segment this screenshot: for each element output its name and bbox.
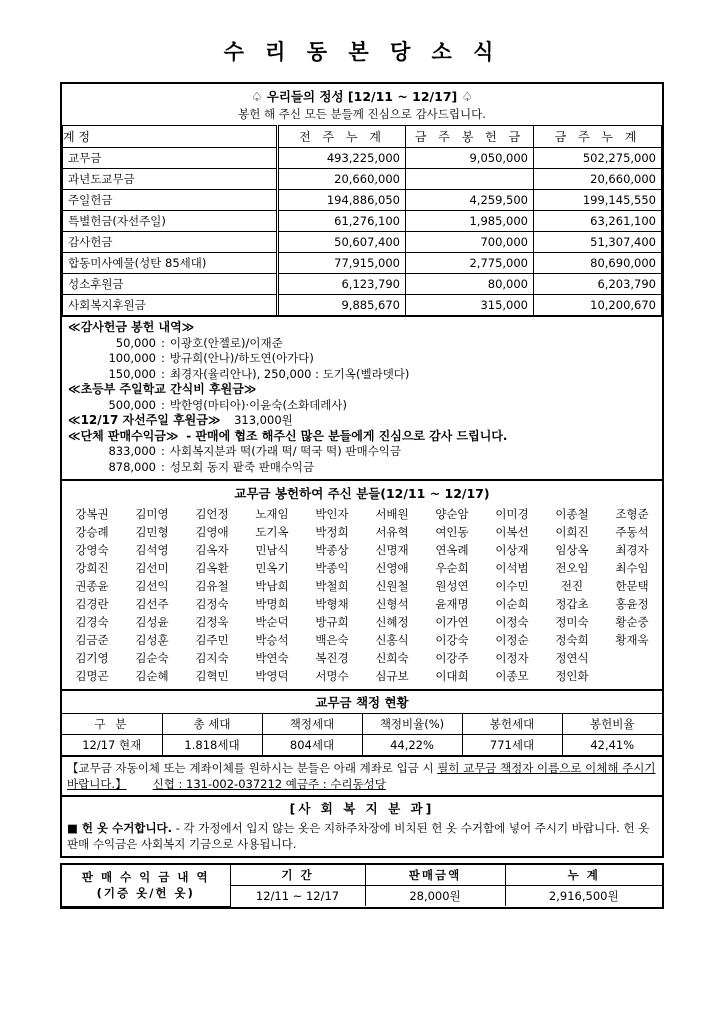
contributor-name: 최수임 <box>615 561 649 575</box>
assessment-header-row <box>62 714 662 735</box>
item-amount: 500,000 <box>108 397 156 412</box>
contributor-name: 주동석 <box>615 525 649 539</box>
welfare-section <box>60 795 664 858</box>
assess-header-division: 구 분 <box>62 714 162 735</box>
offering-table <box>62 125 662 315</box>
table-row <box>63 169 662 190</box>
contributor-name: 연옥례 <box>435 543 469 557</box>
contributor-name: 서명수 <box>315 669 349 683</box>
contributor-name: 박연숙 <box>255 651 289 665</box>
cell-week: 2,775,000 <box>406 253 534 274</box>
contributor-name: 박명희 <box>255 597 289 611</box>
cell-account: 주일헌금 <box>63 190 278 211</box>
assess-header-offering-rate: 봉헌비율 <box>562 714 662 735</box>
cell-account: 합동미사예물(성탄 85세대) <box>63 253 278 274</box>
page-title: 수 리 동 본 당 소 식 <box>223 40 501 64</box>
assess-header-assessed-households: 책정세대 <box>262 714 362 735</box>
contributor-name <box>602 649 662 667</box>
list-item: 878,000 : 성모회 동지 팥죽 판매수익금 <box>68 460 656 476</box>
contributor-name: 정숙희 <box>555 633 589 647</box>
contributor-name: 정인화 <box>555 669 589 683</box>
sales-row-label <box>62 865 230 906</box>
contributor-name: 강복권 <box>75 507 109 521</box>
cell-prev: 77,915,000 <box>278 253 406 274</box>
cell-account: 과년도교무금 <box>63 169 278 190</box>
contributor-name: 김영애 <box>195 525 229 539</box>
contributor-names-grid <box>62 505 662 685</box>
contributor-name: 심규보 <box>375 669 409 683</box>
contributor-name: 김언정 <box>195 507 229 521</box>
contributor-name: 김유철 <box>195 579 229 593</box>
sales-header-cumulative: 누 계 <box>505 865 662 886</box>
cell-account: 성소후원금 <box>63 274 278 295</box>
cell-prev: 9,885,670 <box>278 295 406 316</box>
contributor-name: 원성연 <box>435 579 469 593</box>
list-item: 500,000 : 박한영(마티아)·이윤숙(소화데레사) <box>68 398 656 414</box>
contributor-name: 김선주 <box>135 597 169 611</box>
col-header-running-total: 금 주 누 계 <box>534 126 662 148</box>
sales-header-period: 기 간 <box>230 865 365 886</box>
contributor-name: 민남식 <box>255 543 289 557</box>
contributor-name: 권종윤 <box>75 579 109 593</box>
cell-account: 감사헌금 <box>63 232 278 253</box>
cell-account: 사회복지후원금 <box>63 295 278 316</box>
table-row <box>63 232 662 253</box>
cell-total: 199,145,550 <box>534 190 662 211</box>
contributor-name: 한문택 <box>615 579 649 593</box>
contributor-name: 김성훈 <box>135 633 169 647</box>
contributor-name: 박승석 <box>255 633 289 647</box>
sales-summary-table <box>62 865 662 907</box>
cell-total: 10,200,670 <box>534 295 662 316</box>
contributor-name: 이상재 <box>495 543 529 557</box>
contributor-name: 정미숙 <box>555 615 589 629</box>
cell-week <box>406 169 534 190</box>
cell-week: 700,000 <box>406 232 534 253</box>
contributor-name: 방규희 <box>315 615 349 629</box>
cell-total: 6,203,790 <box>534 274 662 295</box>
table-row <box>63 274 662 295</box>
contributor-name: 김경숙 <box>75 615 109 629</box>
item-amount: 833,000 <box>108 444 156 458</box>
assess-header-total-households: 총 세대 <box>162 714 262 735</box>
charity-sunday-fund-amount: 313,000원 <box>234 413 293 427</box>
item-amount: 50,000 <box>115 335 156 350</box>
contributor-names-section <box>60 479 664 689</box>
sales-row-label-line-2: (기증 옷/헌 옷) <box>96 886 195 901</box>
cell-account: 교무금 <box>63 148 278 169</box>
item-detail: 최경자(율리안나), 250,000 : 도기옥(벨라뎃다) <box>169 366 410 381</box>
cell-total: 51,307,400 <box>534 232 662 253</box>
assess-cell-assessed-households: 804세대 <box>262 735 362 756</box>
contributor-name: 우순희 <box>435 561 469 575</box>
assessment-section <box>60 689 664 755</box>
contributor-name: 박정희 <box>315 525 349 539</box>
contributor-name: 최경자 <box>615 543 649 557</box>
contributor-name: 임상옥 <box>555 543 589 557</box>
contributor-name: 이정자 <box>495 651 529 665</box>
contributor-names-title: 교무금 봉헌하여 주신 분들(12/11 ~ 12/17) <box>234 486 490 501</box>
contributor-name: 김명곤 <box>75 669 109 683</box>
item-amount: 100,000 <box>108 351 156 365</box>
contributor-name: 전진 <box>560 579 584 593</box>
contributor-name: 신영애 <box>375 561 409 575</box>
contributor-name: 김정숙 <box>195 597 229 611</box>
contributor-name: 서유혁 <box>375 525 409 539</box>
contributor-name: 강희진 <box>75 561 109 575</box>
contributor-name: 백은숙 <box>315 633 349 647</box>
contributor-name: 여인동 <box>435 525 469 539</box>
cell-prev: 493,225,000 <box>278 148 406 169</box>
contributor-name: 도기옥 <box>255 525 289 539</box>
offering-banner-subtitle: 봉헌 해 주신 모든 분들께 진심으로 감사드립니다. <box>238 107 486 121</box>
cell-account: 특별헌금(자선주일) <box>63 211 278 232</box>
item-amount: 150,000 <box>108 366 156 381</box>
sales-header-row <box>62 865 662 886</box>
table-row <box>63 295 662 316</box>
group-sales-header-line <box>68 429 656 445</box>
contributor-name: 신홍식 <box>375 633 409 647</box>
contributor-name: 서배원 <box>375 507 409 521</box>
contributor-name: 이강주 <box>435 651 469 665</box>
contributor-name: 박형채 <box>315 597 349 611</box>
assess-cell-assessed-rate: 44,22% <box>362 735 462 756</box>
contributor-name: 김미영 <box>135 507 169 521</box>
bullet-square-icon: ■ <box>67 821 78 835</box>
cell-total: 80,690,000 <box>534 253 662 274</box>
contributor-name: 정연식 <box>555 651 589 665</box>
cell-prev: 6,123,790 <box>278 274 406 295</box>
contributor-name: 김석영 <box>135 543 169 557</box>
contributor-name: 김순숙 <box>135 651 169 665</box>
contributor-name: 강영숙 <box>75 543 109 557</box>
assess-cell-offering-rate: 42,41% <box>562 735 662 756</box>
sales-cell-amount: 28,000원 <box>365 886 505 907</box>
contributor-name: 이석범 <box>495 561 529 575</box>
names-row <box>62 649 662 667</box>
contributor-name: 민옥기 <box>255 561 289 575</box>
sales-cell-cumulative: 2,916,500원 <box>505 886 662 907</box>
names-row <box>62 631 662 649</box>
contributor-name: 이대희 <box>435 669 469 683</box>
charity-sunday-fund-header: ≪12/17 자선주일 후원금≫ <box>68 413 221 427</box>
cell-week: 315,000 <box>406 295 534 316</box>
charity-sunday-fund-line <box>68 413 656 429</box>
contributor-name: 박종상 <box>315 543 349 557</box>
welfare-body-line-1: - 각 가정에서 입지 않는 옷은 지하주차장에 비치된 헌 옷 수거함에 넣어 주시기 <box>175 821 569 835</box>
thanks-offering-header: ≪감사헌금 봉헌 내역≫ <box>68 320 195 334</box>
offering-section <box>60 82 664 315</box>
item-detail: 성모회 동지 팥죽 판매수익금 <box>169 459 315 474</box>
assess-cell-division: 12/17 현재 <box>62 735 162 756</box>
contributor-name: 김순혜 <box>135 669 169 683</box>
account-notice-section <box>60 755 664 795</box>
bank-account-info: 신협 : 131-002-037212 예금주 : 수리동성당 <box>152 777 386 791</box>
assess-header-offering-households: 봉헌세대 <box>462 714 562 735</box>
contributor-name <box>602 667 662 685</box>
contributor-name: 이희진 <box>555 525 589 539</box>
sales-summary-section <box>60 863 664 909</box>
contributor-name: 박종익 <box>315 561 349 575</box>
item-detail: 이광호(안젤로)/이재준 <box>169 335 283 350</box>
list-item: 150,000 : 최경자(율리안나), 250,000 : 도기옥(벨라뎃다) <box>68 367 656 383</box>
contributor-name: 이정숙 <box>495 615 529 629</box>
group-sales-header-note: - 판매에 협조 해주신 많은 분들에게 진심으로 감사 드립니다. <box>186 428 508 443</box>
contributor-name: 김성윤 <box>135 615 169 629</box>
cell-week: 9,050,000 <box>406 148 534 169</box>
contributor-name: 정갑초 <box>555 597 589 611</box>
contributor-name: 박순덕 <box>255 615 289 629</box>
contributor-name: 김옥환 <box>195 561 229 575</box>
contributor-name: 김민형 <box>135 525 169 539</box>
contributor-name: 복진경 <box>315 651 349 665</box>
contributor-name: 홍윤정 <box>615 597 649 611</box>
names-row <box>62 505 662 523</box>
offering-banner-title: ♤ 우리들의 정성 [12/11 ~ 12/17] ♤ <box>251 89 473 104</box>
table-row <box>63 148 662 169</box>
contributor-name: 노재임 <box>255 507 289 521</box>
table-row <box>63 253 662 274</box>
contributor-name: 이종철 <box>555 507 589 521</box>
names-row <box>62 559 662 577</box>
cell-week: 80,000 <box>406 274 534 295</box>
welfare-lead-text: 헌 옷 수거합니다. <box>81 821 173 835</box>
offering-table-body <box>63 148 662 316</box>
contributor-name: 전오임 <box>555 561 589 575</box>
contributor-name: 이가연 <box>435 615 469 629</box>
contributor-name: 이순희 <box>495 597 529 611</box>
contributor-name: 이종모 <box>495 669 529 683</box>
col-header-account: 계 정 <box>63 126 278 148</box>
account-notice-underline-1: 필히 교무금 책정자 이름으 <box>437 761 571 775</box>
contributor-name: 신희숙 <box>375 651 409 665</box>
table-row <box>62 735 662 756</box>
account-notice-text <box>62 757 662 795</box>
names-row <box>62 523 662 541</box>
contributor-name: 김옥자 <box>195 543 229 557</box>
contributor-name: 신명재 <box>375 543 409 557</box>
contributor-name: 윤재명 <box>435 597 469 611</box>
account-notice-line-1: 【교무금 자동이체 또는 계좌이체를 원하시는 분들은 아래 계좌로 입금 시 <box>67 761 434 775</box>
cell-prev: 61,276,100 <box>278 211 406 232</box>
cell-total: 20,660,000 <box>534 169 662 190</box>
cell-prev: 194,886,050 <box>278 190 406 211</box>
cell-prev: 50,607,400 <box>278 232 406 253</box>
sales-header-amount: 판매금액 <box>365 865 505 886</box>
list-item: 100,000 : 방규희(안나)/하도연(아가다) <box>68 351 656 367</box>
cell-total: 63,261,100 <box>534 211 662 232</box>
table-row <box>63 211 662 232</box>
list-item: 50,000 : 이광호(안젤로)/이재준 <box>68 336 656 352</box>
contributor-name: 신형석 <box>375 597 409 611</box>
offering-table-header-row <box>63 126 662 148</box>
welfare-section-body <box>62 819 662 856</box>
contributor-name: 박인자 <box>315 507 349 521</box>
assess-cell-total-households: 1.818세대 <box>162 735 262 756</box>
contributor-name: 신원철 <box>375 579 409 593</box>
contributor-name: 김경란 <box>75 597 109 611</box>
cell-total: 502,275,000 <box>534 148 662 169</box>
item-detail: 사회복지분과 떡(가래 떡/ 떡국 떡) 판매수익금 <box>169 444 401 458</box>
contributor-name: 박철희 <box>315 579 349 593</box>
assess-cell-offering-households: 771세대 <box>462 735 562 756</box>
contributor-name: 황순중 <box>615 615 649 629</box>
contributor-name: 이강숙 <box>435 633 469 647</box>
cell-week: 1,985,000 <box>406 211 534 232</box>
contributor-name: 조형준 <box>615 507 649 521</box>
item-detail: 박한영(마티아)·이윤숙(소화데레사) <box>169 397 348 412</box>
names-row <box>62 595 662 613</box>
item-detail: 방규희(안나)/하도연(아가다) <box>169 351 314 365</box>
contributor-name: 김혁민 <box>195 669 229 683</box>
contributor-name: 이수민 <box>495 579 529 593</box>
welfare-section-title: [사 회 복 지 분 과] <box>289 801 435 816</box>
contributor-name: 김지숙 <box>195 651 229 665</box>
assessment-title: 교무금 책정 현황 <box>62 691 662 714</box>
contributor-name: 김금준 <box>75 633 109 647</box>
names-row <box>62 667 662 685</box>
item-amount: 878,000 <box>108 459 156 474</box>
contributor-name: 박영덕 <box>255 669 289 683</box>
contributor-name: 박남희 <box>255 579 289 593</box>
sales-row-label-line-1: 판 매 수 익 금 내 역 <box>81 870 210 885</box>
welfare-body-line-2: 바랍니다. 헌 옷 판매 수익금은 사회복지 기금으로 사용됩니다. <box>67 821 650 851</box>
assess-header-assessed-rate: 책정비율(%) <box>362 714 462 735</box>
cell-week: 4,259,500 <box>406 190 534 211</box>
names-row <box>62 613 662 631</box>
contributor-name: 김선미 <box>135 561 169 575</box>
contributor-name: 김선익 <box>135 579 169 593</box>
donation-notes-section <box>60 315 664 479</box>
account-notice-underline-2: 로 이체해 주시기 바랍니다.】 <box>67 761 656 791</box>
contributor-name: 김주민 <box>195 633 229 647</box>
table-row <box>63 190 662 211</box>
col-header-prev-total: 전 주 누 계 <box>278 126 406 148</box>
list-item: 833,000 : 사회복지분과 떡(가래 떡/ 떡국 떡) 판매수익금 <box>68 444 656 460</box>
names-row <box>62 577 662 595</box>
school-snack-fund-header: ≪초등부 주일학교 간식비 후원금≫ <box>68 382 257 396</box>
names-row <box>62 541 662 559</box>
contributor-name: 이정순 <box>495 633 529 647</box>
col-header-week-offering: 금 주 봉 헌 금 <box>406 126 534 148</box>
cell-prev: 20,660,000 <box>278 169 406 190</box>
contributor-name: 황재욱 <box>615 633 649 647</box>
sales-cell-period: 12/11 ~ 12/17 <box>230 886 365 907</box>
group-sales-header: ≪단체 판매수익금≫ <box>68 428 179 443</box>
contributor-name: 강승례 <box>75 525 109 539</box>
contributor-name: 양순암 <box>435 507 469 521</box>
contributor-name: 김기영 <box>75 651 109 665</box>
contributor-name: 신혜정 <box>375 615 409 629</box>
assessment-table <box>62 714 662 755</box>
contributor-name: 이복선 <box>495 525 529 539</box>
contributor-name: 이미경 <box>495 507 529 521</box>
contributor-name: 김정욱 <box>195 615 229 629</box>
